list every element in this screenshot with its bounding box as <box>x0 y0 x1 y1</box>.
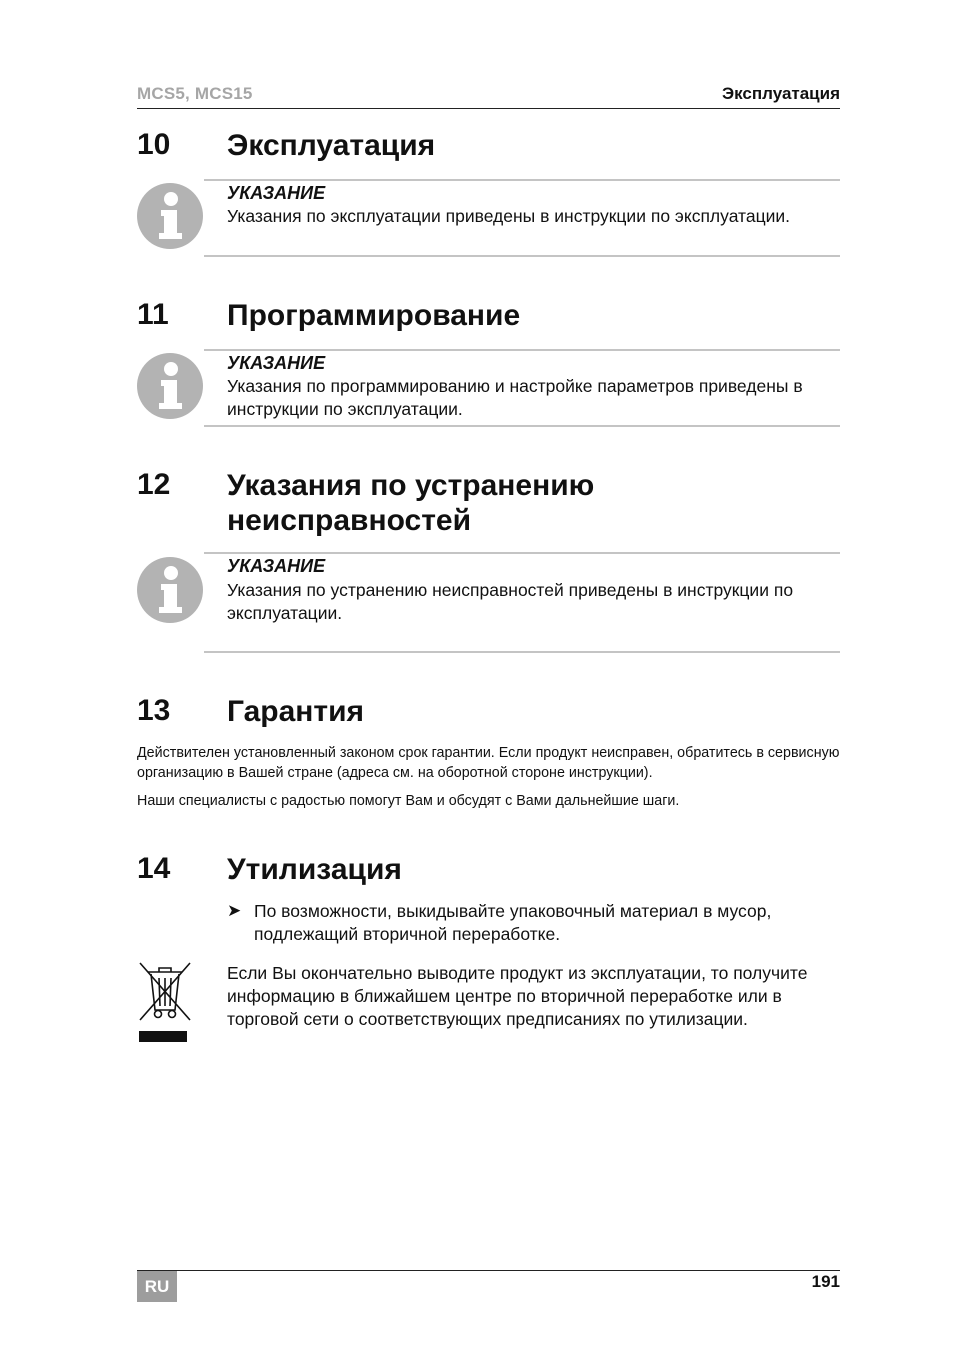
footer-divider <box>137 1270 840 1271</box>
note-text: Указания по программированию и настройке параметров приведены в инструкции по эксплуатации. <box>227 376 803 419</box>
language-badge: RU <box>137 1271 177 1302</box>
section-number: 14 <box>137 852 171 885</box>
note-heading: УКАЗАНИЕ <box>227 183 326 203</box>
bullet-text: По возможности, выкидывайте упаковочный материал в мусор, подлежащий вторичной переработке. <box>254 901 772 944</box>
note-top-rule <box>204 552 840 554</box>
header-divider <box>137 108 840 109</box>
section-title: Утилизация <box>227 853 402 886</box>
info-icon <box>137 557 203 623</box>
section-title: Указания по устранению неисправностей <box>227 469 595 537</box>
note-bottom-rule <box>204 255 840 257</box>
note-top-rule <box>204 179 840 181</box>
note-text: Указания по эксплуатации приведены в инструкции по эксплуатации. <box>227 206 791 226</box>
warranty-paragraph: Действителен установленный законом срок гарантии. Если продукт неисправен, обратитесь в сервисную организацию в Вашей стране (адреса см. на оборотной стороне инструкции). <box>137 745 840 781</box>
note-bottom-rule <box>204 651 840 653</box>
section-number: 11 <box>137 298 169 331</box>
note-heading: УКАЗАНИЕ <box>227 353 326 373</box>
section-title: Программирование <box>227 299 521 332</box>
info-icon <box>137 353 203 419</box>
crossed-bin-icon <box>137 960 193 1044</box>
note-top-rule <box>204 349 840 351</box>
note-bottom-rule <box>204 425 840 427</box>
section-number: 12 <box>137 468 171 501</box>
page-number: 191 <box>811 1272 840 1291</box>
note-text: Указания по устранению неисправностей приведены в инструкции по эксплуатации. <box>227 580 794 623</box>
arrow-bullet-icon: ➤ <box>227 901 242 920</box>
info-icon <box>137 183 203 249</box>
warranty-paragraph: Наши специалисты с радостью помогут Вам и обсудят с Вами дальнейшие шаги. <box>137 793 680 809</box>
disposal-text: Если Вы окончательно выводите продукт из эксплуатации, то получите информацию в ближайшем центре по вторичной переработке или в торговой сети о соответствующих предписаниях по утилизации. <box>227 963 808 1029</box>
section-title: Гарантия <box>227 695 365 728</box>
section-number: 10 <box>137 128 171 161</box>
chapter-header: Эксплуатация <box>722 84 840 103</box>
section-number: 13 <box>137 694 171 727</box>
document-model: MCS5, MCS15 <box>137 84 253 103</box>
note-heading: УКАЗАНИЕ <box>227 556 326 576</box>
section-title: Эксплуатация <box>227 129 436 162</box>
